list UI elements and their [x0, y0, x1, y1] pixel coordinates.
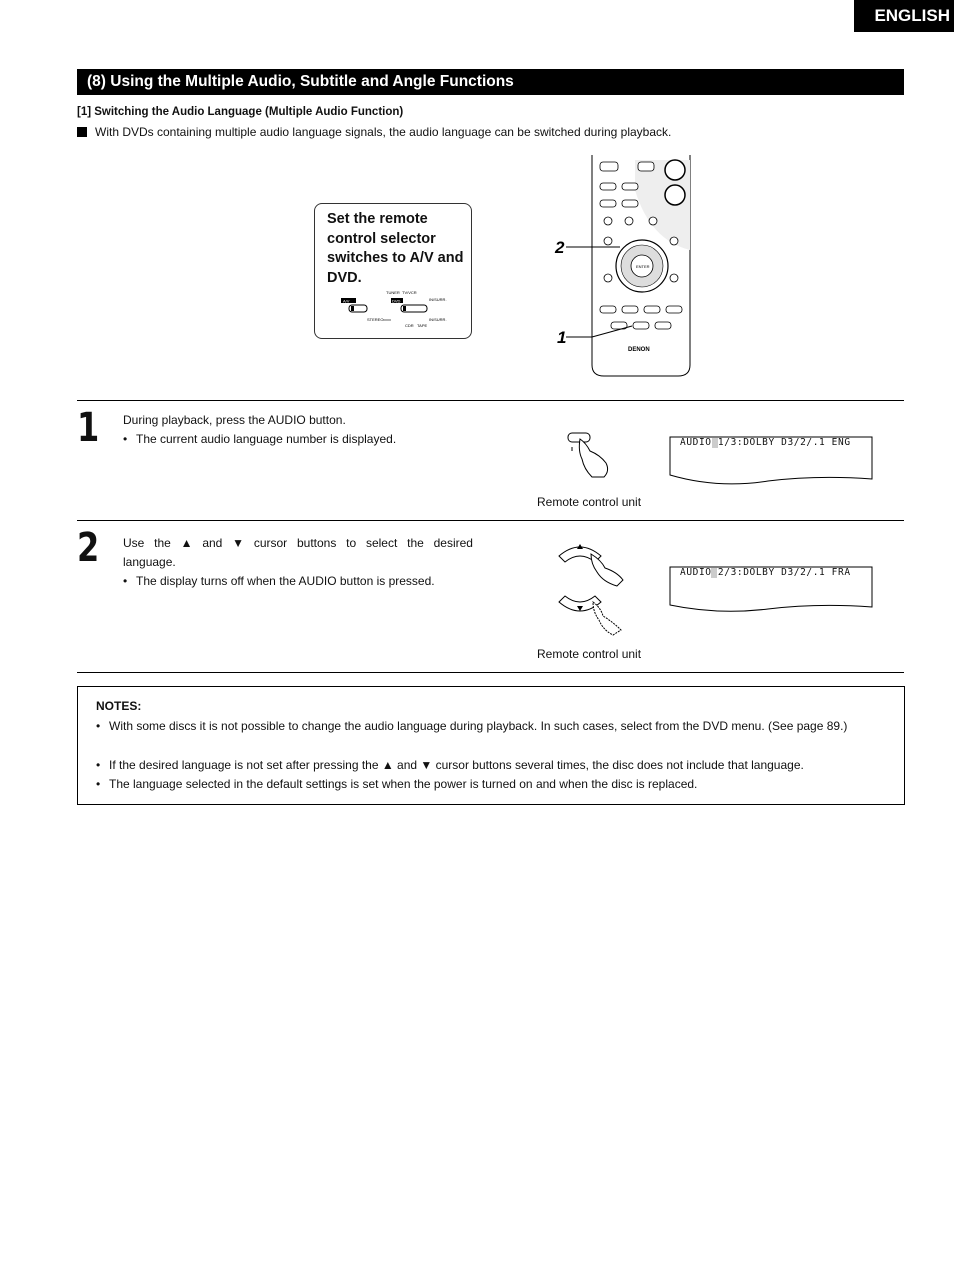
step-divider [77, 400, 904, 401]
step-1-bullet-text: The current audio language number is displayed. [136, 432, 397, 446]
switch-label-dvd: DVD [392, 298, 401, 304]
bullet-dot: • [96, 777, 101, 791]
step-divider [77, 520, 904, 521]
step-1-instruction: During playback, press the AUDIO button. [123, 413, 346, 427]
note-item: • With some discs it is not possible to change the audio language during playback. In such cases, select from the DVD menu. (See page 89.) [96, 717, 886, 736]
notes-box [77, 686, 905, 805]
subsection-title: [1] Switching the Audio Language (Multiple Audio Function) [77, 106, 404, 118]
step-divider [77, 672, 904, 673]
section-title: (8) Using the Multiple Audio, Subtitle and Angle Functions [77, 69, 904, 95]
remote-control-illustration [550, 150, 700, 380]
switch-label-tape: TAPE [417, 323, 428, 328]
bullet-dot: • [96, 719, 101, 733]
switch-label-tuner: TUNER [386, 290, 400, 295]
step-number: 1 [77, 405, 100, 451]
callout-text: Set the remote control selector switches to A/V and DVD. [327, 211, 464, 286]
up-arrow-icon: ▲ [180, 536, 193, 550]
step-number: 2 [77, 525, 100, 571]
step-2-bullet [123, 572, 473, 591]
step-2-instruction-line2: language. [123, 555, 176, 569]
intro-paragraph [77, 125, 671, 139]
hand-cursor-buttons-icon [555, 538, 630, 638]
switch-label-tv-vcr: TV/VCR [402, 290, 417, 295]
switch-label-in-surr-2: IN/SURR. [429, 317, 447, 322]
step-1-text [123, 411, 473, 449]
notes-title: NOTES: [96, 699, 142, 713]
remote-label-2: Remote control unit [537, 647, 642, 661]
remote-label-1: Remote control unit [537, 495, 642, 509]
remote-brand: DENON [628, 347, 650, 353]
switch-label-cdr: CDR [405, 323, 414, 328]
switch-label-in-surr-1: IN/SURR. [429, 297, 447, 302]
step-2-bullet-text: The display turns off when the AUDIO button is pressed. [136, 574, 435, 588]
note-item: • The language selected in the default settings is set when the power is turned on and when the disc is replaced. [96, 775, 886, 794]
hand-press-audio-icon [560, 425, 620, 480]
step-1-bullet [123, 430, 473, 449]
square-bullet-icon [77, 127, 87, 137]
note-item: • If the desired language is not set after pressing the ▲ and ▼ cursor buttons several times, the disc does not include that language. [96, 756, 886, 775]
step-2-instruction: Use the ▲ and ▼ cursor buttons to select the desired [123, 534, 473, 553]
callout-number-2: 2 [555, 238, 565, 257]
selector-switch-diagram [329, 290, 465, 330]
bullet-dot: • [96, 758, 101, 772]
display-text-1: AUDIO 1/3:DOLBY D3/2/.1 ENG [680, 437, 851, 448]
display-text-2: AUDIO 2/3:DOLBY D3/2/.1 FRA [680, 567, 851, 578]
remote-enter-label: ENTER [636, 264, 650, 269]
intro-text: With DVDs containing multiple audio language signals, the audio language can be switched during playback. [95, 125, 672, 139]
selector-callout [314, 203, 472, 339]
language-tab: ENGLISH [854, 0, 954, 32]
down-arrow-icon: ▼ [232, 536, 245, 550]
bullet-dot: • [123, 432, 128, 446]
switch-label-stereo: STEREO [367, 317, 384, 322]
step-2-text [123, 534, 473, 591]
callout-number-1: 1 [557, 328, 567, 347]
switch-label-av: A/V [343, 298, 350, 304]
bullet-dot: • [123, 574, 128, 588]
